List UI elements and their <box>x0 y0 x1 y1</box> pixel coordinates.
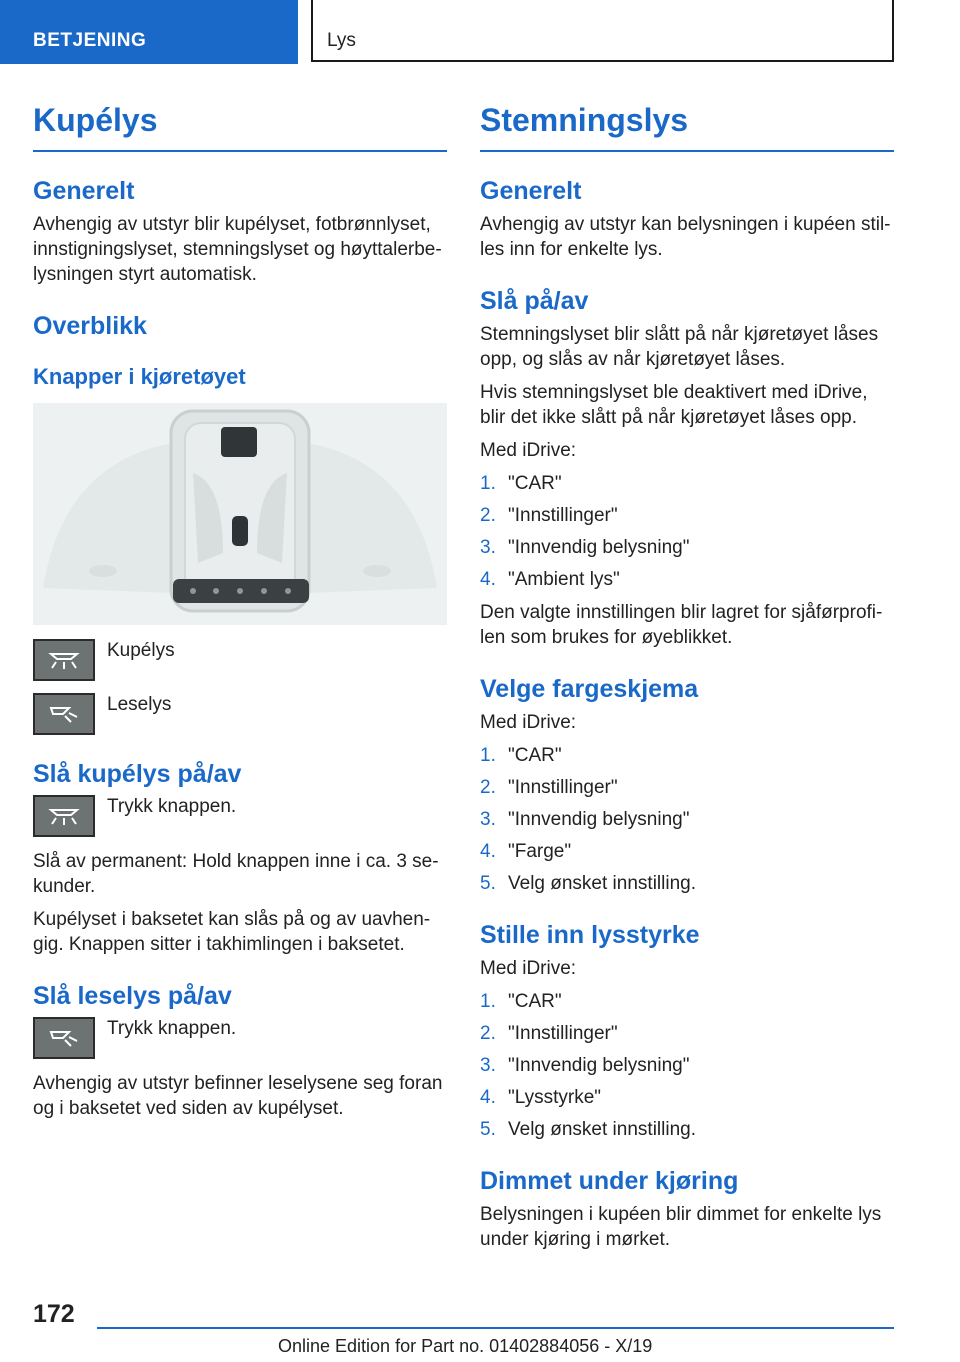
heading-sla-leselys: Slå leselys på/av <box>33 982 232 1010</box>
heading-generelt: Generelt <box>480 177 582 205</box>
list-item: 5. Velg ønsket innstilling. <box>480 873 696 894</box>
list-item: 1. "CAR" <box>480 991 562 1012</box>
page-number: 172 <box>33 1300 75 1328</box>
list-item: 3. "Innvendig belysning" <box>480 1055 690 1076</box>
press-text: Trykk knappen. <box>107 1018 237 1039</box>
styrke-text: Med iDrive: <box>480 958 577 979</box>
leselys-press-row <box>33 1017 447 1059</box>
list-item: 1. "CAR" <box>480 745 562 766</box>
sla-text-1: Stemningslyset blir slått på når kjøretøyet låses opp, og slås av når kjøretøyet låses. <box>480 324 879 370</box>
page-title-stemningslys: Stemningslys <box>480 100 894 152</box>
heading-knapper: Knapper i kjøretøyet <box>33 364 246 389</box>
list-item: 2. "Innstillinger" <box>480 1023 618 1044</box>
heading-velge-fargeskjema: Velge fargeskjema <box>480 675 699 703</box>
farge-text: Med iDrive: <box>480 712 577 733</box>
reading-light-icon <box>33 693 95 735</box>
list-item: 3. "Innvendig belysning" <box>480 809 690 830</box>
sla-text-4: Den valgte innstillingen blir lagret for sjåførprofi-len som brukes for øyeblikket. <box>480 602 883 648</box>
footer-divider <box>97 1327 894 1329</box>
kupelys-text-1: Slå av permanent: Hold knappen inne i ca. 3 se-kunder. <box>33 851 439 897</box>
section-label: BETJENING <box>33 30 147 51</box>
sla-steps <box>480 471 894 592</box>
kupelys-text-2: Kupélyset i baksetet kan slås på og av uavhen-gig. Knappen sitter i takhimlingen i baksetet. <box>33 909 431 955</box>
generelt-text: Avhengig av utstyr kan belysningen i kupéen stil-les inn for enkelte lys. <box>480 214 891 260</box>
list-item: 1. "CAR" <box>480 473 562 494</box>
list-item: 4. "Lysstyrke" <box>480 1087 602 1108</box>
list-item: 5. Velg ønsket innstilling. <box>480 1119 696 1140</box>
list-item: 2. "Innstillinger" <box>480 777 618 798</box>
heading-generelt: Generelt <box>33 177 135 205</box>
interior-light-icon <box>33 639 95 681</box>
kupelys-press-row <box>33 795 447 837</box>
generelt-text: Avhengig av utstyr blir kupélyset, fotbrønnlyset, innstigningslyset, stemningslyset og høyttalerbe-lysningen styrt automatisk. <box>33 214 442 285</box>
heading-dimmet-under-kjoring: Dimmet under kjøring <box>480 1167 739 1195</box>
heading-sla-kupelys: Slå kupélys på/av <box>33 760 242 788</box>
right-column <box>480 100 894 1260</box>
page-title-kupelys: Kupélys <box>33 100 447 152</box>
sla-text-3: Med iDrive: <box>480 440 577 461</box>
legend-label: Kupélys <box>107 640 175 661</box>
leselys-text: Avhengig av utstyr befinner leselysene seg foran og i baksetet ved siden av kupélyset. <box>33 1073 443 1119</box>
chapter-tab <box>311 0 894 62</box>
heading-overblikk: Overblikk <box>33 312 147 340</box>
interior-light-icon <box>33 795 95 837</box>
heading-stille-inn-lysstyrke: Stille inn lysstyrke <box>480 921 700 949</box>
reading-light-icon <box>33 1017 95 1059</box>
overhead-console-photo <box>33 403 447 625</box>
chapter-label: Lys <box>327 30 356 51</box>
legend-item-leselys <box>33 693 447 735</box>
list-item: 2. "Innstillinger" <box>480 505 618 526</box>
sla-text-2: Hvis stemningslyset ble deaktivert med iDrive, blir det ikke slått på når kjøretøyet låses opp. <box>480 382 868 428</box>
legend-item-kupelys <box>33 639 447 681</box>
list-item: 4. "Farge" <box>480 841 572 862</box>
list-item: 4. "Ambient lys" <box>480 569 620 590</box>
left-column <box>33 100 447 1129</box>
legend-label: Leselys <box>107 694 172 715</box>
styrke-steps <box>480 989 894 1142</box>
heading-sla-pa-av: Slå på/av <box>480 287 589 315</box>
press-text: Trykk knappen. <box>107 796 237 817</box>
section-tab <box>0 0 298 64</box>
footer-edition: Online Edition for Part no. 01402884056 - X/19 <box>278 1336 653 1356</box>
farge-steps <box>480 743 894 896</box>
list-item: 3. "Innvendig belysning" <box>480 537 690 558</box>
dimmet-text: Belysningen i kupéen blir dimmet for enkelte lys under kjøring i mørket. <box>480 1204 882 1250</box>
